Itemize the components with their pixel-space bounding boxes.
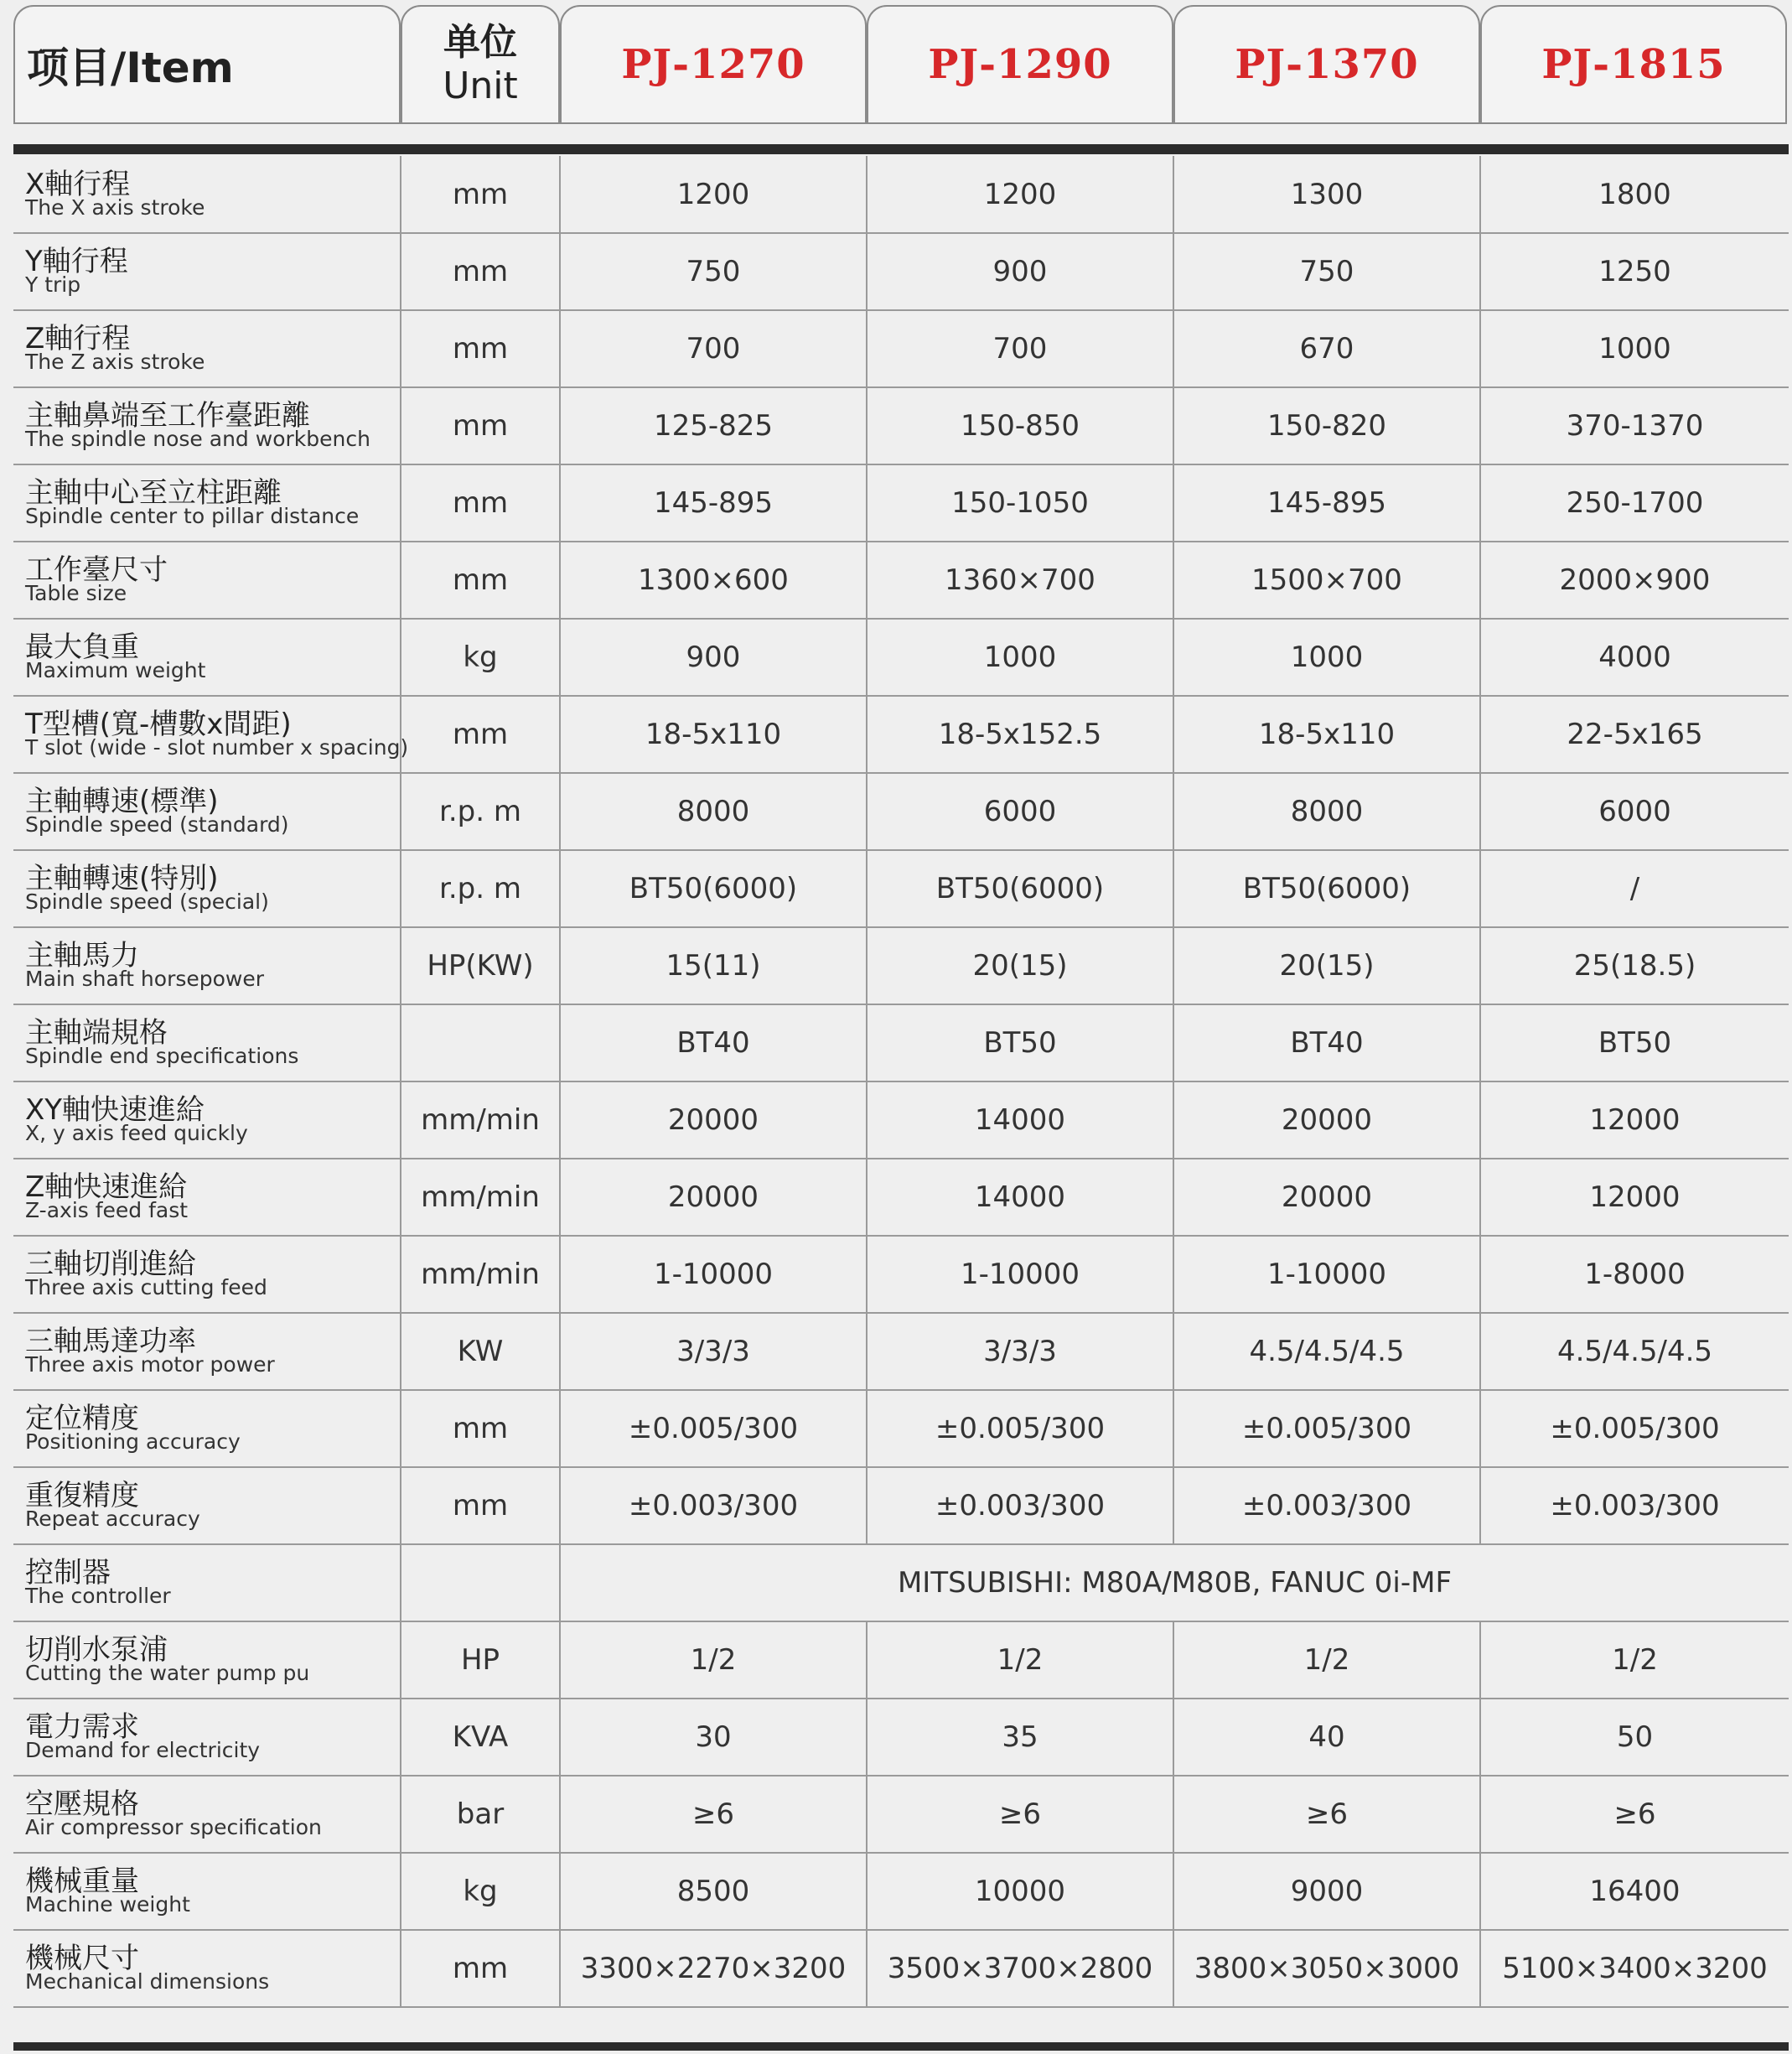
- header-model-label: PJ-1370: [1235, 41, 1419, 88]
- value-cell: ±0.005/300: [1480, 1390, 1789, 1467]
- table-row: [13, 387, 1789, 464]
- value-cell: 900: [867, 233, 1173, 310]
- unit-cell: r.p. m: [401, 773, 560, 850]
- value-cell: 8000: [1173, 773, 1480, 850]
- item-label-en: Mechanical dimensions: [25, 1969, 270, 1994]
- item-label-en: Machine weight: [25, 1892, 190, 1917]
- value-cell: 1800: [1480, 156, 1789, 233]
- value-cell: 6000: [1480, 773, 1789, 850]
- item-label-zh: 主軸轉速(標準): [25, 785, 219, 818]
- table-row: [13, 619, 1789, 696]
- value-cell: 1-10000: [867, 1236, 1173, 1313]
- value-cell: 750: [560, 233, 867, 310]
- item-cell: [13, 927, 401, 1004]
- value-cell: 1250: [1480, 233, 1789, 310]
- item-label-en: Air compressor specification: [25, 1815, 322, 1839]
- item-label-en: The spindle nose and workbench: [25, 427, 370, 451]
- value-cell: 145-895: [1173, 464, 1480, 542]
- unit-cell: HP: [401, 1621, 560, 1699]
- value-cell: 35: [867, 1699, 1173, 1776]
- value-cell: ±0.003/300: [1480, 1467, 1789, 1544]
- item-label-en: The Z axis stroke: [25, 350, 205, 374]
- item-cell: [13, 1313, 401, 1390]
- item-label-zh: 主軸轉速(特別): [25, 862, 219, 895]
- table-row: [13, 1853, 1789, 1930]
- unit-cell: [401, 1544, 560, 1621]
- item-label-en: Z-axis feed fast: [25, 1198, 189, 1222]
- unit-cell: mm: [401, 310, 560, 387]
- item-label-zh: 三軸切削進給: [25, 1247, 196, 1281]
- header-unit-en: Unit: [443, 65, 518, 107]
- item-label-en: Spindle center to pillar distance: [25, 504, 360, 528]
- value-cell: 750: [1173, 233, 1480, 310]
- item-cell: [13, 1699, 401, 1776]
- header-model-label: PJ-1815: [1541, 41, 1726, 88]
- value-cell: 12000: [1480, 1081, 1789, 1159]
- value-cell: 125-825: [560, 387, 867, 464]
- value-cell: 20000: [560, 1081, 867, 1159]
- table-row: [13, 1081, 1789, 1159]
- value-cell: 3/3/3: [867, 1313, 1173, 1390]
- unit-cell: mm: [401, 387, 560, 464]
- item-label-zh: 主軸中心至立柱距離: [25, 476, 282, 510]
- merged-value-cell: MITSUBISHI: M80A/M80B, FANUC 0i-MF: [560, 1544, 1789, 1621]
- table-row: [13, 1159, 1789, 1236]
- value-cell: ±0.003/300: [867, 1467, 1173, 1544]
- item-label-zh: X軸行程: [25, 167, 131, 201]
- value-cell: 900: [560, 619, 867, 696]
- value-cell: 4000: [1480, 619, 1789, 696]
- value-cell: 1300: [1173, 156, 1480, 233]
- value-cell: 20000: [1173, 1081, 1480, 1159]
- value-cell: 1200: [560, 156, 867, 233]
- value-cell: 20000: [560, 1159, 867, 1236]
- value-cell: 4.5/4.5/4.5: [1480, 1313, 1789, 1390]
- item-label-en: Maximum weight: [25, 658, 206, 682]
- value-cell: 700: [560, 310, 867, 387]
- header-item-label: 项目/Item: [27, 44, 234, 92]
- unit-cell: mm: [401, 542, 560, 619]
- value-cell: 250-1700: [1480, 464, 1789, 542]
- item-label-zh: 主軸端規格: [25, 1016, 168, 1050]
- value-cell: BT50(6000): [1173, 850, 1480, 927]
- item-cell: [13, 1776, 401, 1853]
- item-label-en: X, y axis feed quickly: [25, 1121, 248, 1145]
- header-model: [560, 5, 867, 124]
- value-cell: 1000: [1480, 310, 1789, 387]
- item-label-en: Y trip: [25, 272, 81, 297]
- item-label-zh: 空壓規格: [25, 1787, 139, 1821]
- unit-cell: mm/min: [401, 1159, 560, 1236]
- item-label-zh: T型槽(寬-槽數x間距): [25, 708, 292, 741]
- value-cell: ±0.005/300: [560, 1390, 867, 1467]
- value-cell: 1-8000: [1480, 1236, 1789, 1313]
- unit-cell: KVA: [401, 1699, 560, 1776]
- item-cell: [13, 1159, 401, 1236]
- value-cell: 25(18.5): [1480, 927, 1789, 1004]
- value-cell: 8000: [560, 773, 867, 850]
- header-divider: [13, 144, 1789, 154]
- item-cell: [13, 1390, 401, 1467]
- item-label-zh: 重復精度: [25, 1479, 139, 1512]
- item-label-en: Positioning accuracy: [25, 1429, 241, 1454]
- table-row: [13, 1313, 1789, 1390]
- item-cell: [13, 773, 401, 850]
- value-cell: BT50: [1480, 1004, 1789, 1081]
- item-label-zh: 三軸馬達功率: [25, 1325, 196, 1358]
- value-cell: 1360×700: [867, 542, 1173, 619]
- value-cell: ±0.005/300: [1173, 1390, 1480, 1467]
- item-label-en: Spindle end specifications: [25, 1044, 299, 1068]
- unit-cell: bar: [401, 1776, 560, 1853]
- item-cell: [13, 310, 401, 387]
- table-row: [13, 1621, 1789, 1699]
- header-item: [13, 5, 401, 124]
- item-label-en: Three axis cutting feed: [25, 1275, 267, 1299]
- item-label-en: Repeat accuracy: [25, 1507, 200, 1531]
- value-cell: 370-1370: [1480, 387, 1789, 464]
- item-label-zh: XY軸快速進給: [25, 1093, 205, 1127]
- value-cell: 1/2: [1480, 1621, 1789, 1699]
- value-cell: 1000: [1173, 619, 1480, 696]
- value-cell: 1/2: [867, 1621, 1173, 1699]
- value-cell: ≥6: [560, 1776, 867, 1853]
- item-cell: [13, 1853, 401, 1930]
- table-row: [13, 310, 1789, 387]
- item-cell: [13, 233, 401, 310]
- value-cell: 18-5x110: [1173, 696, 1480, 773]
- value-cell: 3/3/3: [560, 1313, 867, 1390]
- table-row: [13, 773, 1789, 850]
- item-cell: [13, 387, 401, 464]
- header-unit-zh: 单位: [443, 21, 517, 64]
- header-model: [867, 5, 1173, 124]
- item-label-zh: Z軸行程: [25, 322, 131, 355]
- value-cell: 15(11): [560, 927, 867, 1004]
- item-label-en: Spindle speed (special): [25, 890, 269, 914]
- item-cell: [13, 850, 401, 927]
- item-label-zh: 工作臺尺寸: [25, 553, 168, 587]
- value-cell: 1200: [867, 156, 1173, 233]
- item-cell: [13, 1930, 401, 2007]
- table-row: [13, 233, 1789, 310]
- value-cell: 20000: [1173, 1159, 1480, 1236]
- item-label-zh: 主軸鼻端至工作臺距離: [25, 399, 310, 433]
- value-cell: 18-5x152.5: [867, 696, 1173, 773]
- value-cell: 1500×700: [1173, 542, 1480, 619]
- item-cell: [13, 619, 401, 696]
- value-cell: 150-1050: [867, 464, 1173, 542]
- spec-table-body: [13, 156, 1789, 2007]
- unit-cell: mm: [401, 464, 560, 542]
- value-cell: 50: [1480, 1699, 1789, 1776]
- item-label-en: Demand for electricity: [25, 1738, 261, 1762]
- value-cell: ±0.003/300: [560, 1467, 867, 1544]
- table-row: [13, 1930, 1789, 2007]
- table-row: [13, 1467, 1789, 1544]
- value-cell: 1/2: [560, 1621, 867, 1699]
- item-label-en: Main shaft horsepower: [25, 967, 265, 991]
- value-cell: 30: [560, 1699, 867, 1776]
- item-cell: [13, 1004, 401, 1081]
- unit-cell: mm: [401, 1467, 560, 1544]
- header-model: [1173, 5, 1480, 124]
- value-cell: BT40: [560, 1004, 867, 1081]
- unit-cell: kg: [401, 619, 560, 696]
- value-cell: 9000: [1173, 1853, 1480, 1930]
- value-cell: 20(15): [867, 927, 1173, 1004]
- value-cell: BT40: [1173, 1004, 1480, 1081]
- item-label-zh: 控制器: [25, 1556, 111, 1590]
- item-label-zh: Y軸行程: [25, 245, 128, 278]
- unit-cell: kg: [401, 1853, 560, 1930]
- table-row: [13, 542, 1789, 619]
- unit-cell: mm: [401, 1930, 560, 2007]
- spec-table: [13, 156, 1789, 2008]
- value-cell: 145-895: [560, 464, 867, 542]
- value-cell: 150-850: [867, 387, 1173, 464]
- header-model-label: PJ-1270: [621, 41, 805, 88]
- unit-cell: mm: [401, 233, 560, 310]
- table-row: [13, 156, 1789, 233]
- table-row: [13, 1004, 1789, 1081]
- value-cell: 1000: [867, 619, 1173, 696]
- unit-cell: [401, 1004, 560, 1081]
- value-cell: 3500×3700×2800: [867, 1930, 1173, 2007]
- value-cell: BT50(6000): [867, 850, 1173, 927]
- table-row: [13, 1390, 1789, 1467]
- value-cell: 1-10000: [1173, 1236, 1480, 1313]
- unit-cell: mm/min: [401, 1236, 560, 1313]
- value-cell: 8500: [560, 1853, 867, 1930]
- item-cell: [13, 1081, 401, 1159]
- item-cell: [13, 1236, 401, 1313]
- item-label-en: T slot (wide - slot number x spacing): [25, 735, 409, 760]
- value-cell: 3800×3050×3000: [1173, 1930, 1480, 2007]
- unit-cell: mm: [401, 1390, 560, 1467]
- value-cell: 1300×600: [560, 542, 867, 619]
- value-cell: 14000: [867, 1081, 1173, 1159]
- unit-cell: mm: [401, 696, 560, 773]
- value-cell: 18-5x110: [560, 696, 867, 773]
- footer-divider: [13, 2042, 1789, 2051]
- table-row: [13, 850, 1789, 927]
- unit-cell: KW: [401, 1313, 560, 1390]
- table-row: [13, 1776, 1789, 1853]
- value-cell: ≥6: [1173, 1776, 1480, 1853]
- value-cell: ±0.003/300: [1173, 1467, 1480, 1544]
- item-label-en: The controller: [25, 1584, 171, 1608]
- value-cell: 6000: [867, 773, 1173, 850]
- value-cell: 20(15): [1173, 927, 1480, 1004]
- table-row: [13, 927, 1789, 1004]
- item-label-en: Spindle speed (standard): [25, 812, 289, 837]
- value-cell: 12000: [1480, 1159, 1789, 1236]
- table-header: [13, 5, 1789, 126]
- table-row: [13, 464, 1789, 542]
- item-cell: [13, 1621, 401, 1699]
- item-cell: [13, 1467, 401, 1544]
- item-label-en: Three axis motor power: [25, 1352, 275, 1377]
- value-cell: 2000×900: [1480, 542, 1789, 619]
- header-model-label: PJ-1290: [928, 41, 1112, 88]
- item-label-en: Table size: [25, 581, 127, 605]
- value-cell: 4.5/4.5/4.5: [1173, 1313, 1480, 1390]
- value-cell: BT50: [867, 1004, 1173, 1081]
- item-label-zh: Z軸快速進給: [25, 1170, 188, 1204]
- item-label-zh: 電力需求: [25, 1710, 139, 1744]
- item-cell: [13, 464, 401, 542]
- value-cell: ≥6: [867, 1776, 1173, 1853]
- value-cell: 3300×2270×3200: [560, 1930, 867, 2007]
- item-label-zh: 主軸馬力: [25, 939, 139, 973]
- value-cell: 150-820: [1173, 387, 1480, 464]
- value-cell: BT50(6000): [560, 850, 867, 927]
- value-cell: 1/2: [1173, 1621, 1480, 1699]
- value-cell: 40: [1173, 1699, 1480, 1776]
- item-label-en: Cutting the water pump pu: [25, 1661, 310, 1685]
- table-row: [13, 1699, 1789, 1776]
- value-cell: 22-5x165: [1480, 696, 1789, 773]
- item-cell: [13, 542, 401, 619]
- unit-cell: HP(KW): [401, 927, 560, 1004]
- value-cell: 10000: [867, 1853, 1173, 1930]
- value-cell: ≥6: [1480, 1776, 1789, 1853]
- item-label-zh: 機械尺寸: [25, 1942, 139, 1975]
- value-cell: 14000: [867, 1159, 1173, 1236]
- value-cell: 5100×3400×3200: [1480, 1930, 1789, 2007]
- item-label-zh: 切削水泵浦: [25, 1633, 168, 1667]
- item-label-zh: 機械重量: [25, 1865, 139, 1898]
- table-row: [13, 1544, 1789, 1621]
- value-cell: 700: [867, 310, 1173, 387]
- unit-cell: mm/min: [401, 1081, 560, 1159]
- unit-cell: r.p. m: [401, 850, 560, 927]
- value-cell: ±0.005/300: [867, 1390, 1173, 1467]
- unit-cell: mm: [401, 156, 560, 233]
- header-model: [1480, 5, 1787, 124]
- item-cell: [13, 156, 401, 233]
- value-cell: 1-10000: [560, 1236, 867, 1313]
- item-label-zh: 定位精度: [25, 1402, 139, 1435]
- item-cell: [13, 696, 409, 773]
- table-row: [13, 1236, 1789, 1313]
- value-cell: 670: [1173, 310, 1480, 387]
- value-cell: /: [1480, 850, 1789, 927]
- item-label-en: The X axis stroke: [25, 195, 205, 220]
- item-label-zh: 最大負重: [25, 630, 139, 664]
- table-row: [13, 696, 1789, 773]
- header-unit: [401, 5, 560, 124]
- value-cell: 16400: [1480, 1853, 1789, 1930]
- item-cell: [13, 1544, 401, 1621]
